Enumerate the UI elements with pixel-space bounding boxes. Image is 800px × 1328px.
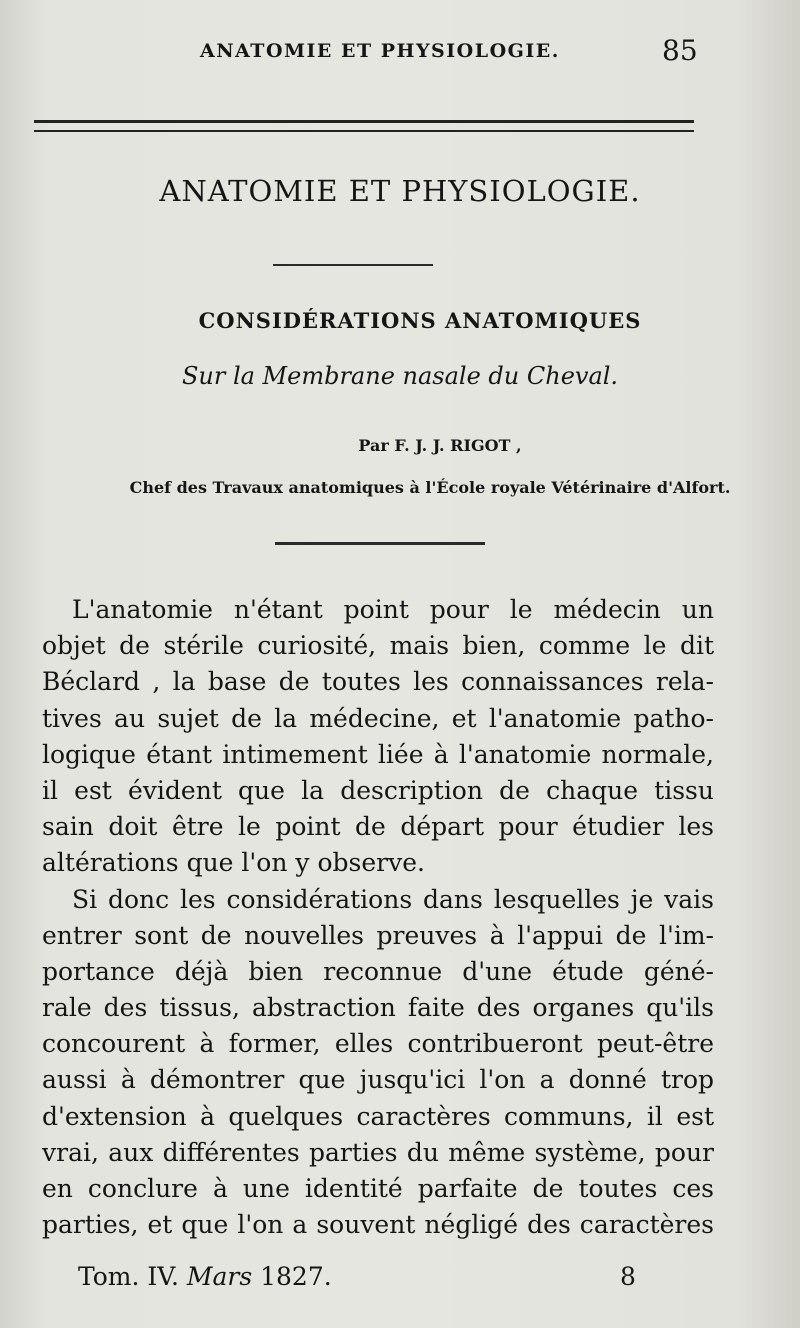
text-line: entrer sont de nouvelles preuves à l'appui de l'im- xyxy=(42,920,714,950)
signature-mark: 8 xyxy=(620,1262,636,1291)
text-line: altérations que l'on y observe. xyxy=(42,848,425,878)
body-text xyxy=(42,592,714,1243)
text-line: Béclard , la base de toutes les connaissances rela- xyxy=(42,667,714,697)
page-footer xyxy=(0,1262,800,1302)
paragraph-2 xyxy=(42,882,714,1244)
year-label: 1827. xyxy=(260,1262,332,1291)
text-line: objet de stérile curiosité, mais bien, comme le dit xyxy=(42,631,714,661)
paragraph-1 xyxy=(42,592,714,882)
section-title: ANATOMIE ET PHYSIOLOGIE. xyxy=(159,174,641,208)
text-line: rale des tissus, abstraction faite des organes qu'ils xyxy=(42,993,714,1023)
text-line: Si donc les considérations dans lesquelles je vais xyxy=(72,884,714,914)
text-line: vrai, aux différentes parties du même système, pour xyxy=(42,1137,714,1167)
text-line: L'anatomie n'étant point pour le médecin un xyxy=(72,595,714,624)
text-line: aussi à démontrer que jusqu'ici l'on a donné trop xyxy=(42,1065,714,1095)
volume-date xyxy=(78,1262,332,1291)
text-line: concourent à former, elles contribueront peut-être xyxy=(42,1029,714,1059)
header-double-rule xyxy=(34,120,694,132)
article-subtitle: Sur la Membrane nasale du Cheval. xyxy=(181,362,619,390)
text-line: d'extension à quelques caractères communs, il est xyxy=(42,1101,714,1131)
text-line: portance déjà bien reconnue d'une étude géné- xyxy=(42,956,714,986)
author-affiliation: Chef des Travaux anatomiques à l'École royale Vétérinaire d'Alfort. xyxy=(129,478,731,497)
text-line: sain doit être le point de départ pour étudier les xyxy=(42,812,714,842)
text-line: en conclure à une identité parfaite de toutes ces xyxy=(42,1174,714,1203)
running-head xyxy=(0,34,800,70)
text-line: parties, et que l'on a souvent négligé des caractères xyxy=(42,1210,714,1240)
text-line: il est évident que la description de chaque tissu xyxy=(42,775,714,805)
body-divider xyxy=(275,542,485,545)
volume-label: Tom. IV. xyxy=(78,1262,179,1291)
text-line: logique étant intimement liée à l'anatomie normale, xyxy=(42,739,714,769)
text-line: tives au sujet de la médecine, et l'anatomie patho- xyxy=(42,703,714,733)
page-number: 85 xyxy=(662,34,698,67)
month-label: Mars xyxy=(186,1262,253,1291)
title-divider xyxy=(273,264,433,266)
author-line: Par F. J. J. RIGOT , xyxy=(358,436,522,455)
running-head-title: ANATOMIE ET PHYSIOLOGIE. xyxy=(200,40,560,62)
article-title: CONSIDÉRATIONS ANATOMIQUES xyxy=(198,308,642,333)
